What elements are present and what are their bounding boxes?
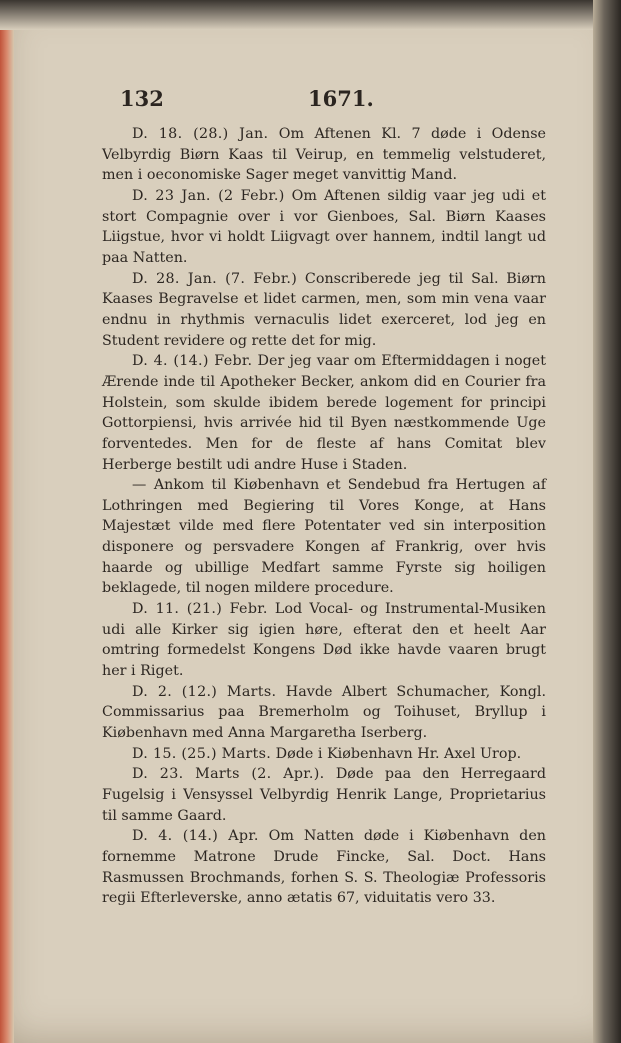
diary-entry: [102, 682, 546, 744]
diary-entry: [102, 124, 546, 186]
diary-entry: [102, 599, 546, 682]
diary-entry: [102, 475, 546, 599]
entry-date: D. 11. (21.) Febr.: [132, 601, 268, 618]
entry-text: Døde paa den Herregaard Fugelsig i Vensyssel Velbyrdig Henrik Lange, Proprietarius til samme Gaard.: [102, 766, 546, 824]
entry-text: Ankom til Kiøbenhavn et Sendebud fra Hertugen af Lothringen med Begiering til Vores Konge, at Hans Majestæt vilde med flere Potentater ved sin interposition disponere og persvadere Kongen af Frankrig, over hvis haarde og ubillige Medfart samme Fyrste sig hoiligen beklagede, til nogen mildere procedure.: [102, 477, 547, 597]
entry-date: D. 28. Jan. (7. Febr.): [132, 270, 298, 287]
diary-entry: [102, 269, 546, 352]
entry-date: D. 15. (25.) Marts.: [132, 745, 272, 762]
entry-text: Lod Vocal- og Instrumental-Musiken udi alle Kirker sig igien høre, efterat den et heelt Aar omtring formedelst Kongens Død ikke havde vaaren brugt her i Riget.: [102, 601, 547, 680]
entry-text: Der jeg vaar om Eftermiddagen i noget Ærende inde til Apotheker Becker, ankom did en Courier fra Holstein, som skulde ibidem berede logement for principi Gottorpiensi, hvis arrivée hid til Byen næstkommende Uge forventedes. Men for de fleste af hans Comitat blev Herberge bestilt udi andre Huse i Staden.: [102, 353, 546, 473]
entry-text: Conscriberede jeg til Sal. Biørn Kaases Begravelse et lidet carmen, men, som min vena vaar endnu in rhythmis vernaculis lidet exerceret, lod jeg en Student revidere og rette det for mig.: [102, 270, 547, 349]
body-text: [102, 124, 546, 909]
entry-text: Døde i Kiøbenhavn Hr. Axel Urop.: [275, 745, 522, 762]
book-gutter: [593, 0, 621, 1043]
entry-date: D. 4. (14.) Apr.: [132, 828, 259, 845]
diary-entry: [102, 744, 546, 765]
entry-date: D. 23. Marts (2. Apr.).: [132, 766, 325, 783]
running-header: [120, 86, 520, 118]
diary-entry: [102, 186, 546, 269]
entry-date: D. 2. (12.) Marts.: [132, 683, 277, 700]
entry-text: Om Aftenen sildig vaar jeg udi et stort Compagnie over i vor Gienboes, Sal. Biørn Kaases Liigstue, hvor vi holdt Liigvagt over hannem, indtil langt ud paa Natten.: [102, 187, 547, 266]
entry-text: Om Natten døde i Kiøbenhavn den fornemme Matrone Drude Fincke, Sal. Doct. Hans Rasmussen Brochmands, forhen S. S. Theologiæ Professoris regii Efterleverske, anno ætatis 67, viduitatis vero 33.: [102, 828, 547, 907]
entry-text: Om Aftenen Kl. 7 døde i Odense Velbyrdig Biørn Kaas til Veirup, en temmelig velstuderet, men i oeconomiske Sager meget vanvittig Mand.: [102, 126, 546, 184]
entry-text: Havde Albert Schumacher, Kongl. Commissarius paa Bremerholm og Toihuset, Bryllup i Kiøbenhavn med Anna Margaretha Iserberg.: [102, 683, 546, 742]
diary-entry: [102, 351, 546, 475]
entry-date: D. 4. (14.) Febr.: [132, 353, 253, 370]
diary-entry: [102, 764, 546, 826]
page-top-shadow: [0, 0, 621, 30]
page-number: 132: [120, 86, 164, 111]
running-head-year: 1671.: [308, 86, 374, 111]
page-edge: [0, 0, 14, 1043]
diary-entry: [102, 826, 546, 909]
entry-date: D. 18. (28.) Jan.: [132, 126, 269, 142]
entry-dash: —: [132, 477, 147, 494]
entry-date: D. 23 Jan. (2 Febr.): [132, 187, 285, 204]
